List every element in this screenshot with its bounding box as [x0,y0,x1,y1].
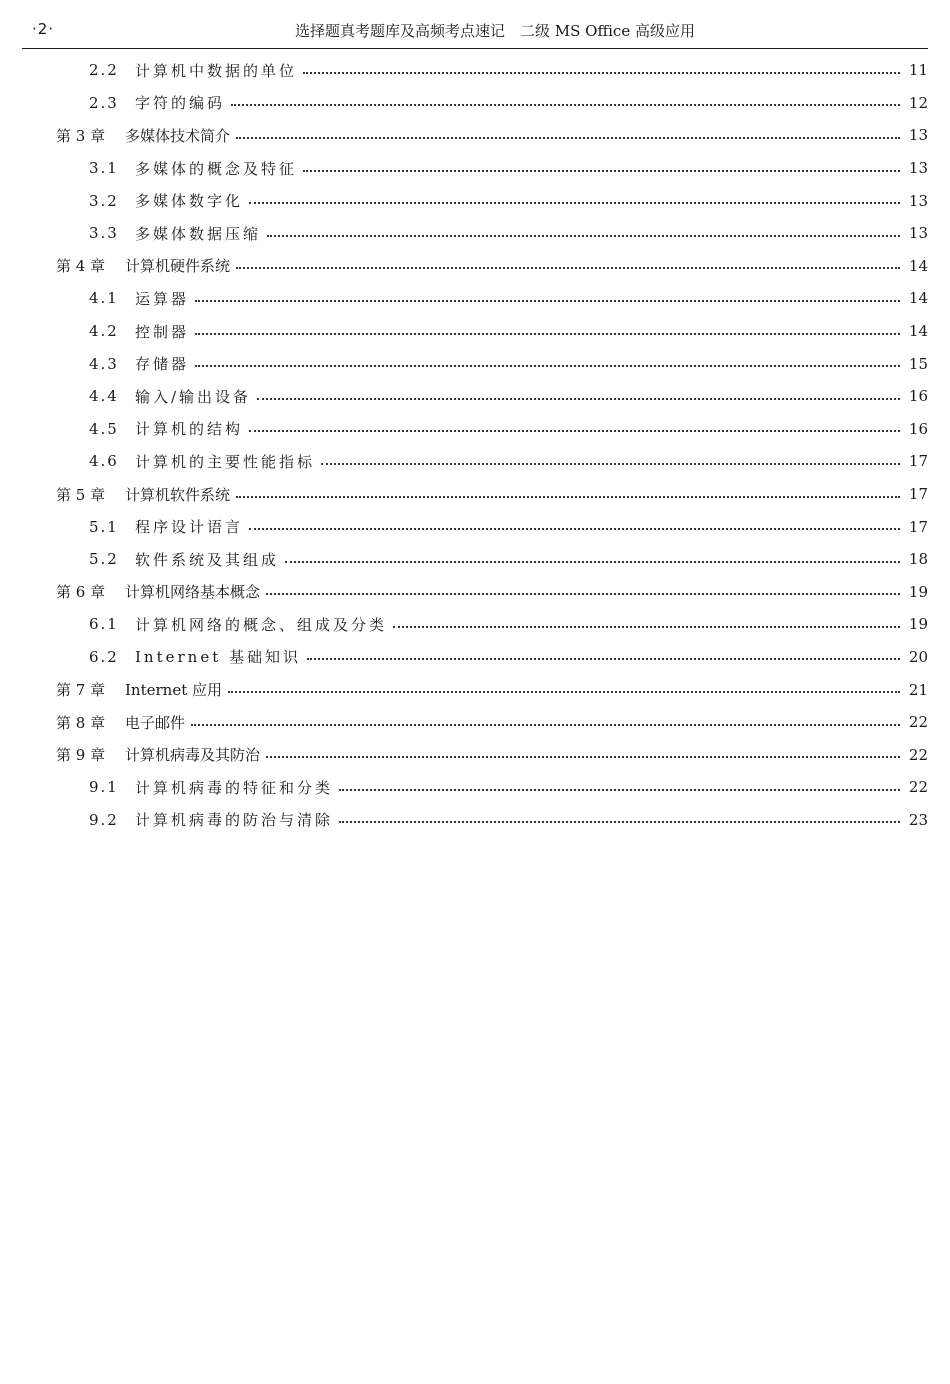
toc-entry-title: Internet 应用 [125,681,222,700]
toc-entry-title: 计算机的结构 [135,420,244,439]
toc-entry-title: 多媒体技术简介 [125,126,231,145]
toc-entry-number: 5.2 [89,550,119,569]
toc-entry-page: 19 [908,582,928,601]
toc-entry-number: 4.4 [89,387,119,406]
toc-entry-number: 9.1 [89,778,119,797]
toc-entry-page: 22 [908,778,928,797]
toc-section-entry[interactable] [0,217,950,250]
toc-entry-title: 多媒体的概念及特征 [135,159,298,178]
toc-entry-title: 计算机网络的概念、组成及分类 [135,615,388,634]
toc-entry-number: 9.2 [89,810,119,829]
toc-section-entry[interactable] [0,510,950,543]
toc-entry-number: 4.1 [89,289,119,308]
dot-leader [195,299,900,302]
toc-entry-title: 输入/输出设备 [135,387,252,406]
toc-section-entry[interactable] [0,347,950,380]
dot-leader [266,755,900,758]
toc-entry-page: 14 [908,322,928,341]
toc-entry-page: 19 [908,615,928,634]
toc-chapter-entry[interactable] [0,119,950,152]
toc-entry-title: 计算机硬件系统 [125,257,231,276]
dot-leader [195,364,900,367]
toc-entry-number: 第 6 章 [56,583,106,602]
toc-section-entry[interactable] [0,413,950,446]
page-number: ·2· [32,20,55,38]
toc-entry-title: 多媒体数字化 [135,192,244,211]
toc-entry-number: 4.2 [89,322,119,341]
dot-leader [236,266,900,269]
toc-chapter-entry[interactable] [0,673,950,706]
toc-entry-title: 字符的编码 [135,94,226,113]
toc-entry-title: Internet 基础知识 [135,648,301,667]
toc-entry-number: 6.1 [89,615,119,634]
toc-chapter-entry[interactable] [0,576,950,609]
toc-entry-title: 计算机中数据的单位 [135,61,298,80]
toc-entry-number: 3.2 [89,191,119,210]
dot-leader [191,723,900,726]
dot-leader [266,592,900,595]
toc-entry-number: 6.2 [89,647,119,666]
toc-entry-title: 电子邮件 [125,713,186,732]
toc-entry-page: 13 [908,191,928,210]
toc-section-entry[interactable] [0,315,950,348]
toc-entry-page: 18 [908,550,928,569]
toc-entry-title: 计算机的主要性能指标 [135,452,316,471]
dot-leader [249,429,900,432]
toc-entry-number: 4.6 [89,452,119,471]
toc-entry-page: 12 [908,93,928,112]
toc-section-entry[interactable] [0,87,950,120]
toc-entry-page: 23 [908,810,928,829]
toc-entry-number: 2.3 [89,93,119,112]
dot-leader [303,71,900,74]
toc-entry-number: 3.3 [89,224,119,243]
toc-entry-number: 第 4 章 [56,257,106,276]
toc-entry-page: 14 [908,256,928,275]
toc-entry-page: 20 [908,647,928,666]
toc-entry-page: 13 [908,126,928,145]
page-header [22,0,928,49]
toc-entry-number: 第 5 章 [56,485,106,504]
toc-entry-page: 22 [908,713,928,732]
dot-leader [231,103,900,106]
toc-entry-title: 计算机网络基本概念 [125,583,261,602]
toc-section-entry[interactable] [0,641,950,674]
dot-leader [339,820,900,823]
toc-entry-page: 16 [908,387,928,406]
dot-leader [249,201,900,204]
toc-entry-number: 2.2 [89,61,119,80]
toc-entry-page: 17 [908,517,928,536]
toc-entry-title: 计算机病毒及其防治 [125,746,261,765]
running-title: 选择题真考题库及高频考点速记 二级 MS Office 高级应用 [295,22,695,40]
toc-entry-number: 3.1 [89,159,119,178]
dot-leader [267,234,900,237]
toc-section-entry[interactable] [0,282,950,315]
toc-chapter-entry[interactable] [0,250,950,283]
table-of-contents [0,54,950,836]
toc-section-entry[interactable] [0,54,950,87]
toc-section-entry[interactable] [0,608,950,641]
toc-entry-title: 程序设计语言 [135,518,244,537]
toc-entry-page: 16 [908,419,928,438]
toc-entry-number: 第 8 章 [56,713,106,732]
toc-entry-page: 13 [908,159,928,178]
dot-leader [228,690,900,693]
toc-entry-title: 计算机软件系统 [125,485,231,504]
toc-entry-page: 21 [908,680,928,699]
toc-section-entry[interactable] [0,380,950,413]
dot-leader [249,527,900,530]
toc-entry-title: 运算器 [135,289,190,308]
toc-entry-page: 17 [908,452,928,471]
toc-entry-number: 第 9 章 [56,746,106,765]
toc-section-entry[interactable] [0,804,950,837]
toc-entry-page: 13 [908,224,928,243]
dot-leader [303,169,900,172]
toc-chapter-entry[interactable] [0,706,950,739]
toc-entry-number: 4.3 [89,354,119,373]
toc-section-entry[interactable] [0,771,950,804]
toc-entry-number: 第 7 章 [56,681,106,700]
dot-leader [307,657,900,660]
toc-entry-number: 5.1 [89,517,119,536]
toc-entry-title: 存储器 [135,355,190,374]
toc-section-entry[interactable] [0,184,950,217]
toc-entry-page: 11 [908,61,928,80]
toc-chapter-entry[interactable] [0,478,950,511]
toc-section-entry[interactable] [0,445,950,478]
dot-leader [257,397,900,400]
toc-chapter-entry[interactable] [0,738,950,771]
dot-leader [236,495,900,498]
toc-entry-page: 22 [908,745,928,764]
toc-entry-number: 第 3 章 [56,126,106,145]
toc-entry-page: 15 [908,354,928,373]
toc-entry-title: 控制器 [135,322,190,341]
toc-entry-page: 14 [908,289,928,308]
dot-leader [321,462,900,465]
toc-entry-title: 计算机病毒的防治与清除 [135,811,334,830]
dot-leader [285,560,900,563]
dot-leader [195,332,900,335]
dot-leader [236,136,900,139]
toc-entry-title: 计算机病毒的特征和分类 [135,778,334,797]
toc-section-entry[interactable] [0,543,950,576]
toc-entry-number: 4.5 [89,419,119,438]
toc-entry-title: 多媒体数据压缩 [135,224,262,243]
toc-entry-title: 软件系统及其组成 [135,550,280,569]
dot-leader [339,788,900,791]
toc-entry-page: 17 [908,485,928,504]
dot-leader [393,625,900,628]
toc-section-entry[interactable] [0,152,950,185]
